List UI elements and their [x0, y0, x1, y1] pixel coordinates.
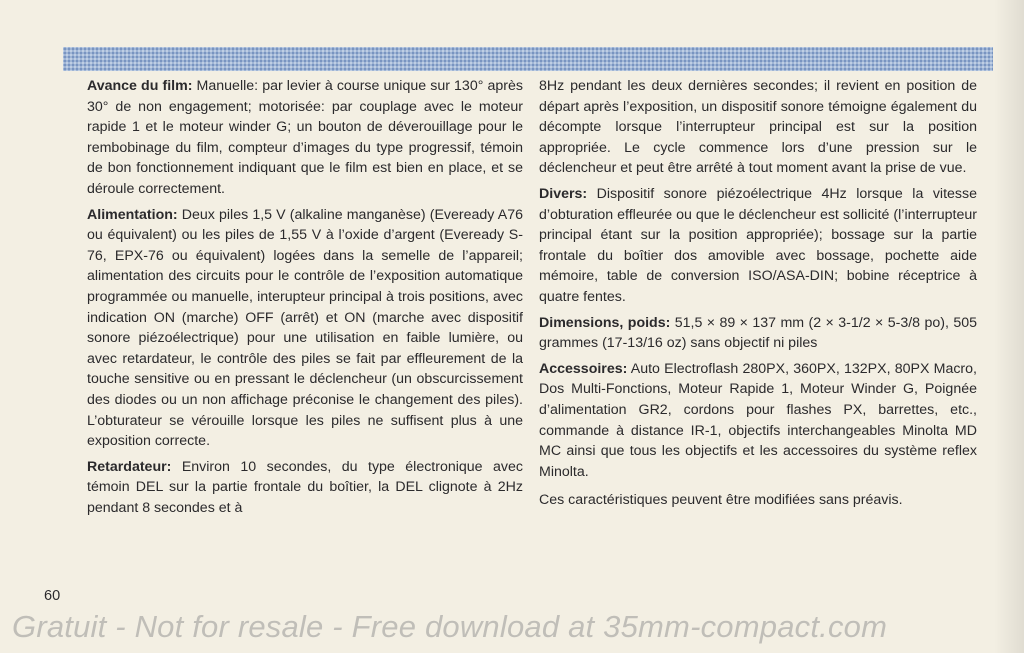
right-column — [539, 76, 977, 516]
spec-heading: Retardateur: — [87, 458, 172, 475]
spec-text: Auto Electroflash 280PX, 360PX, 132PX, 80PX Macro, Dos Multi-Fonctions, Moteur Rapide 1, Moteur Winder G, Poignée d’alimentation GR2, cordons pour flashes PX, barrettes, etc., commande à distance IR-1, objectifs interchangeables Minolta MD MC ainsi que tous les objectifs et les accessoires du système reflex Minolta. — [539, 360, 977, 480]
spec-paragraph-accessories — [539, 359, 977, 483]
spec-heading: Divers: — [539, 185, 588, 202]
spec-heading: Accessoires: — [539, 360, 628, 377]
spec-heading: Avance du film: — [87, 78, 193, 94]
page-gutter-shade — [994, 0, 1024, 653]
spec-heading: Alimentation: — [87, 206, 178, 223]
left-column — [87, 76, 523, 523]
spec-paragraph-dimensions — [539, 313, 977, 354]
spec-text: Environ 10 secondes, du type électronique avec témoin DEL sur la partie frontale du boîtier, la DEL clignote à 2Hz pendant 8 secondes et à — [87, 458, 523, 516]
spec-paragraph-power — [87, 205, 523, 452]
spec-text: 51,5 × 89 × 137 mm (2 × 3-1/2 × 5-3/8 po), 505 grammes (17-13/16 oz) sans objectif ni piles — [539, 314, 977, 352]
spec-paragraph-film-advance — [87, 76, 523, 200]
spec-text: 8Hz pendant les deux dernières secondes; il revient en position de départ après l’exposition, un dispositif sonore témoigne également du décompte lorsque l’interrupteur principal est sur la position appropriée. Le cycle commence lors d’une pression sur le déclencheur et peut être arrêté à tout moment avant la prise de vue. — [539, 78, 977, 177]
spec-text: Deux piles 1,5 V (alkaline manganèse) (Eveready A76 ou équivalent) ou les piles de 1,55 V à l’oxide d’argent (Eveready S-76, EPX-76 ou équivalent) logées dans la semelle de l’appareil; alimentation des circuits pour le contrôle de l’exposition automatique programmée ou manuelle, interupteur principal à trois positions, avec indication ON (marche) OFF (arrêt) et ON (marche avec dispositif sonore piézoélectrique) pour une utilisation en faible lumière, ou avec retardateur, le contrôle des piles se fait par effleurement de la touche sensitive ou en pressant le déclencheur (un obscurcissement des diodes ou un non affichage préconise le changement des piles). L’obturateur se vérouille lorsque les piles ne suffisent plus à une exposition correcte. — [87, 206, 523, 450]
header-band — [63, 47, 993, 71]
spec-text: Dispositif sonore piézoélectrique 4Hz lorsque la vitesse d’obturation effleurée ou que le déclencheur est sollicité (l’interrupteur principal étant sur la position appropriée); bossage sur la partie frontale du boîtier dos amovible avec bossage, pochette aide mémoire, table de conversion ISO/ASA-DIN; bobine réceptrice à quatre fentes. — [539, 185, 977, 305]
watermark: Gratuit - Not for resale - Free download at 35mm-compact.com — [12, 609, 888, 644]
page-number: 60 — [44, 588, 61, 604]
specs-footnote: Ces caractéristiques peuvent être modifiées sans préavis. — [539, 492, 903, 509]
spec-paragraph-misc — [539, 184, 977, 308]
spec-heading: Dimensions, poids: — [539, 314, 671, 331]
spec-paragraph-self-timer — [87, 457, 523, 519]
spec-paragraph-self-timer-continued — [539, 76, 977, 179]
spec-text: Manuelle: par levier à course unique sur 130° après 30° de non engagement; motorisée: par couplage avec le moteur rapide 1 et le moteur winder G; un bouton de déverouillage pour le rembobinage du film, compteur d’images du type progressif, témoin de bon fonctionnement indiquant que le film est bien en place, et se déroule correctement. — [87, 78, 523, 197]
